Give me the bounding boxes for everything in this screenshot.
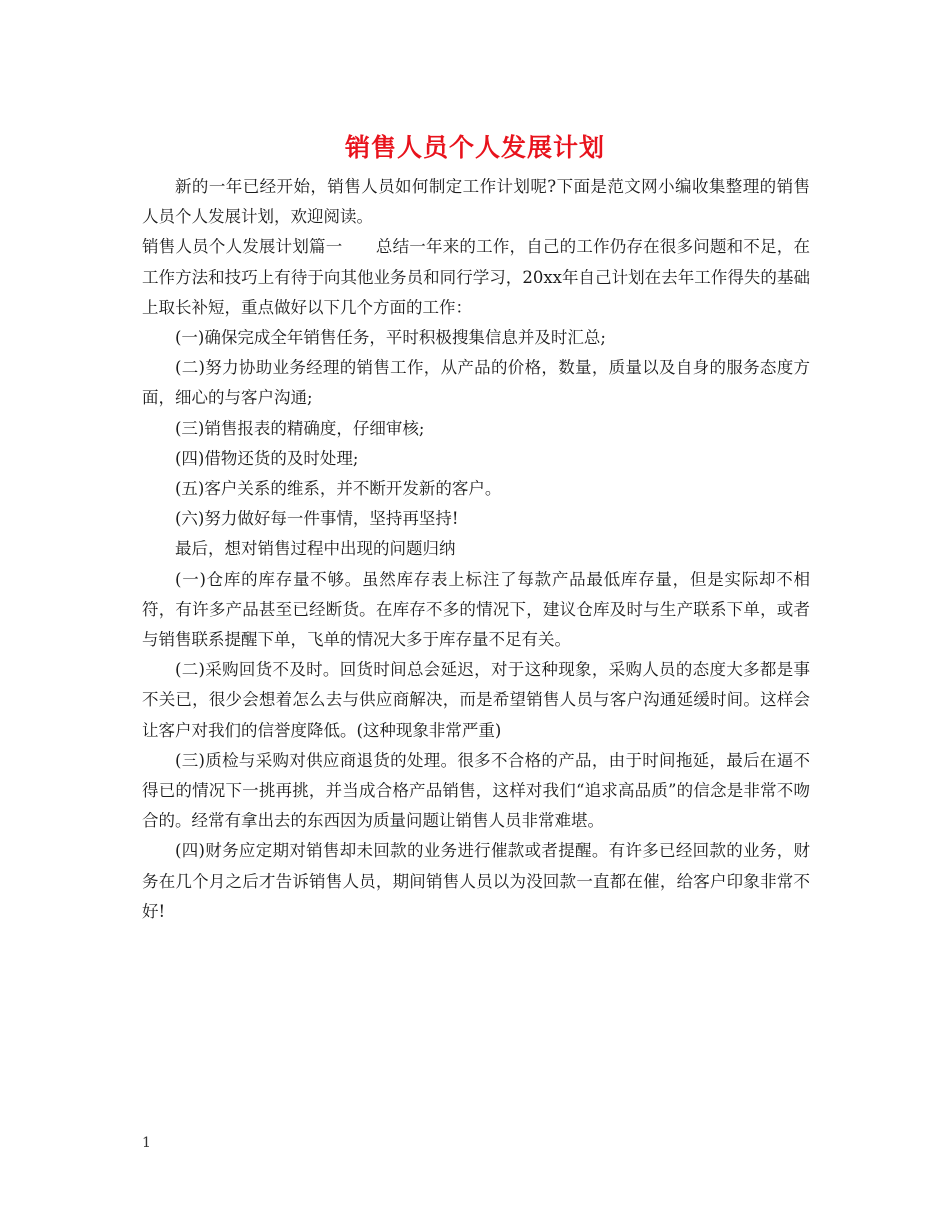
paragraph-problem-4: (四)财务应定期对销售却未回款的业务进行催款或者提醒。有许多已经回款的业务，财务在几个月之后才告诉销售人员，期间销售人员以为没回款一直都在催，给客户印象非常不好! (142, 841, 810, 921)
paragraph-item-1: (一)确保完成全年销售任务，平时积极搜集信息并及时汇总; (175, 328, 606, 348)
paragraph-problem-1: (一)仓库的库存量不够。虽然库存表上标注了每款产品最低库存量，但是实际却不相符，有许多产品甚至已经断货。在库存不多的情况下，建议仓库及时与生产联系下单，或者与销售联系提醒下单，飞单的情况大多于库存量不足有关。 (142, 569, 810, 650)
page-number: 1 (142, 1135, 151, 1151)
paragraph-item-5: (五)客户关系的维系，并不断开发新的客户。 (175, 479, 502, 499)
paragraph-problem-3: (三)质检与采购对供应商退货的处理。很多不合格的产品，由于时间拖延，最后在逼不得已的情况下一挑再挑，并当成合格产品销售，这样对我们“追求高品质”的信念是非常不吻合的。经常有拿出去的东西因为质量问题让销售人员非常难堪。 (142, 750, 810, 831)
document-body (142, 172, 810, 927)
paragraph-item-4: (四)借物还货的及时处理; (175, 448, 359, 468)
paragraph-item-2: (二)努力协助业务经理的销售工作，从产品的价格，数量，质量以及自身的服务态度方面，细心的与客户沟通; (142, 358, 810, 408)
paragraph-problems-intro: 最后，想对销售过程中出现的问题归纳 (175, 539, 456, 559)
paragraph-intro: 新的一年已经开始，销售人员如何制定工作计划呢?下面是范文网小编收集整理的销售人员个人发展计划，欢迎阅读。 (142, 177, 810, 227)
paragraph-item-3: (三)销售报表的精确度，仔细审核; (175, 418, 425, 438)
paragraph-item-6: (六)努力做好每一件事情，坚持再坚持! (175, 509, 459, 529)
paragraph-problem-2: (二)采购回货不及时。回货时间总会延迟，对于这种现象，采购人员的态度大多都是事不关已，很少会想着怎么去与供应商解决，而是希望销售人员与客户沟通延缓时间。这样会让客户对我们的信誉度降低。(这种现象非常严重) (142, 660, 810, 740)
paragraph-plan-one-summary: 销售人员个人发展计划篇一 总结一年来的工作，自己的工作仍存在很多问题和不足，在工作方法和技巧上有待于向其他业务员和同行学习，20xx年自己计划在去年工作得失的基础上取长补短，重点做好以下几个方面的工作： (142, 237, 810, 317)
document-title: 销售人员个人发展计划 (344, 133, 605, 162)
